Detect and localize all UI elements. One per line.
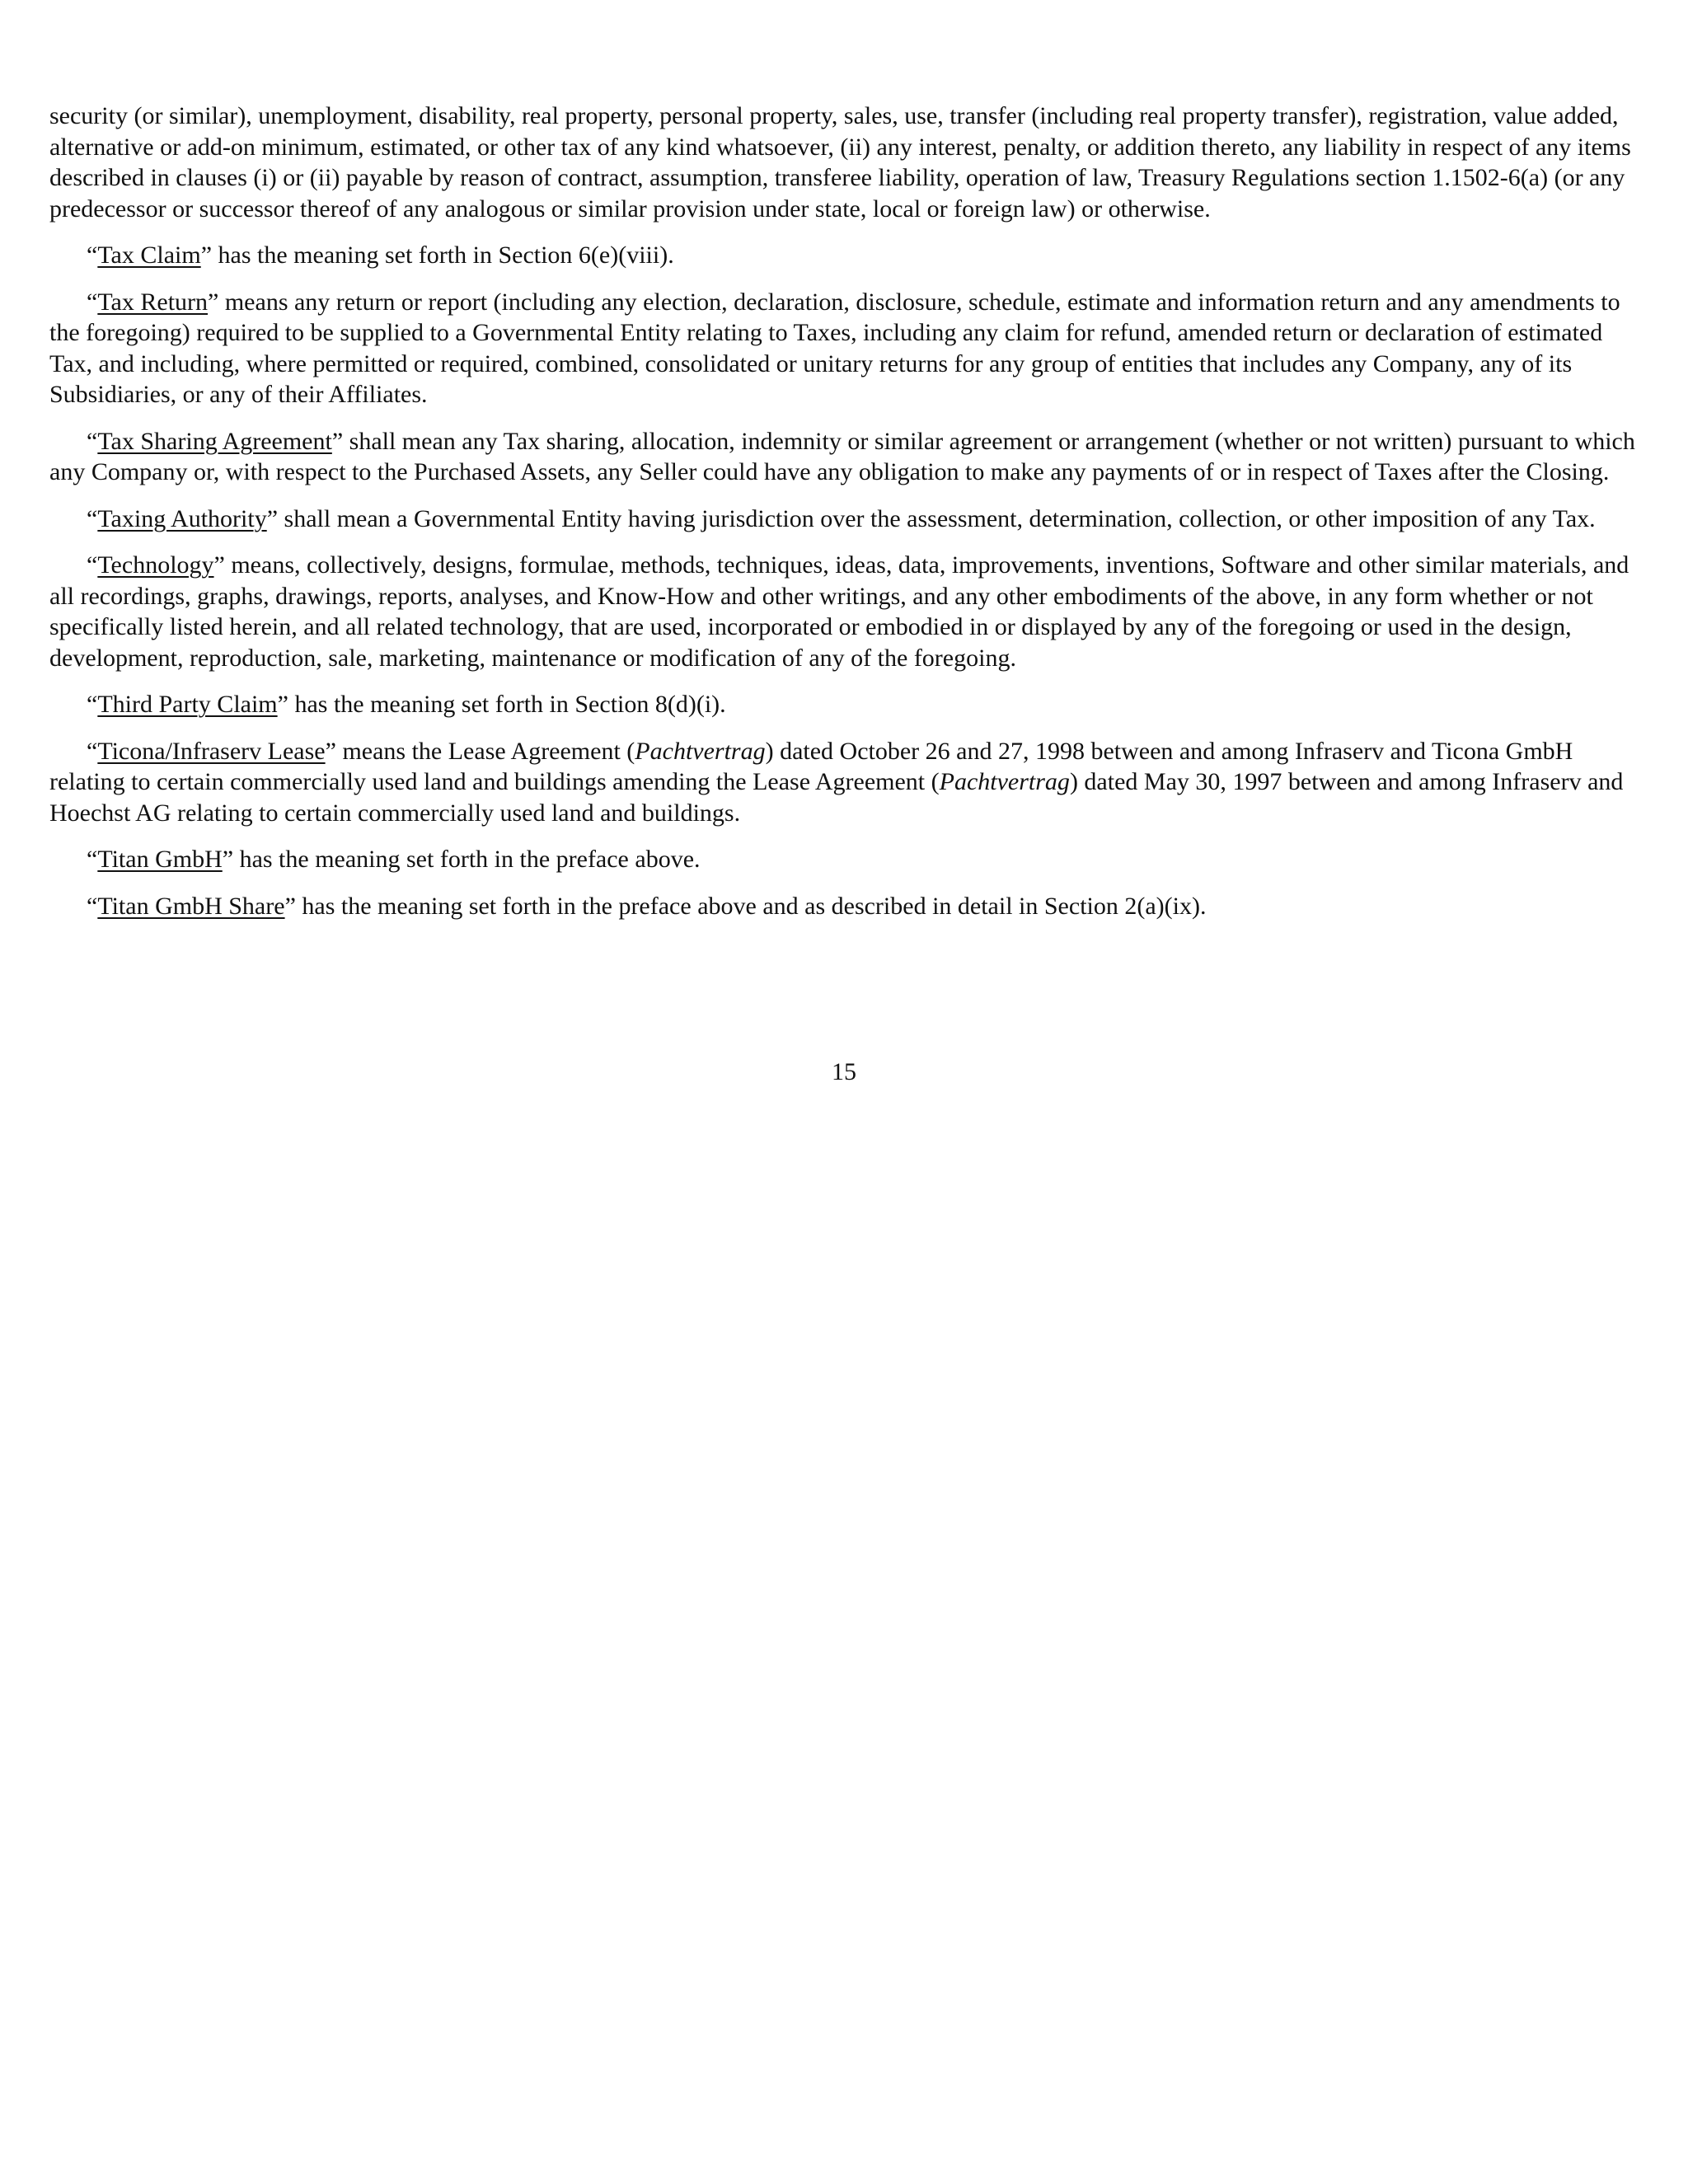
- open-quote: “: [87, 288, 98, 316]
- definition-tax-claim: [49, 240, 1640, 271]
- definition-text: ” means the Lease Agreement (: [325, 737, 635, 765]
- italic-term: Pachtvertrag: [939, 768, 1070, 795]
- definition-ticona-infraserv-lease: [49, 736, 1640, 829]
- open-quote: “: [87, 241, 98, 269]
- page-number: 15: [832, 1058, 856, 1085]
- open-quote: “: [87, 551, 98, 579]
- defined-term: Tax Return: [97, 288, 209, 316]
- defined-term: Tax Claim: [97, 241, 201, 269]
- definition-tax-sharing-agreement: [49, 426, 1640, 488]
- definition-text: ” has the meaning set forth in the preface above and as described in detail in Section 2(a)(ix).: [284, 892, 1207, 920]
- definition-taxing-authority: [49, 504, 1640, 535]
- definition-text: ” has the meaning set forth in the preface above.: [222, 846, 701, 873]
- defined-term: Tax Sharing Agreement: [97, 427, 332, 455]
- open-quote: “: [87, 691, 98, 718]
- italic-term: Pachtvertrag: [635, 737, 766, 765]
- document-page: [49, 101, 1640, 937]
- defined-term: Titan GmbH Share: [97, 892, 285, 920]
- defined-term: Technology: [97, 551, 214, 579]
- definition-technology: [49, 550, 1640, 673]
- defined-term: Third Party Claim: [97, 691, 278, 718]
- open-quote: “: [87, 504, 98, 532]
- definition-text: ” shall mean a Governmental Entity having jurisdiction over the assessment, determination, collection, or other imposition of any Tax.: [266, 504, 1596, 532]
- open-quote: “: [87, 737, 98, 765]
- definition-text: ” shall mean any Tax sharing, allocation, indemnity or similar agreement or arrangement (whether or not written) pursuant to which any Company or, with respect to the Purchased Assets, any Seller could have any obligation to make any payments of or in respect of Taxes after the Closing.: [49, 427, 1635, 485]
- open-quote: “: [87, 892, 98, 920]
- defined-term: Taxing Authority: [97, 504, 267, 532]
- definition-text: ” means any return or report (including any election, declaration, disclosure, schedule, estimate and information return and any amendments to the foregoing) required to be supplied to a Governmental Entity relating to Taxes, including any claim for refund, amended return or declaration of estimated Tax, and including, where permitted or required, combined, consolidated or unitary returns for any group of entities that includes any Company, any of its Subsidiaries, or any of their Affiliates.: [49, 288, 1620, 408]
- defined-term: Titan GmbH: [97, 846, 223, 873]
- defined-term: Ticona/Infraserv Lease: [97, 737, 326, 765]
- open-quote: “: [87, 846, 98, 873]
- definition-titan-gmbh-share: [49, 891, 1640, 922]
- definition-text: ) dated May 30, 1997 between and among Infraserv and Hoechst AG relating to certain commercially used land and buildings.: [49, 768, 1624, 827]
- open-quote: “: [87, 427, 98, 455]
- definition-text: ) dated October 26 and 27, 1998 between and among Infraserv and Ticona GmbH relating to certain commercially used land and buildings amending the Lease Agreement (: [49, 737, 1573, 795]
- definition-tax-return: [49, 287, 1640, 410]
- paragraph-continuation: security (or similar), unemployment, disability, real property, personal property, sales, use, transfer (including real property transfer), registration, value added, alternative or add-on minimum, estimated, or other tax of any kind whatsoever, (ii) any interest, penalty, or addition thereto, any liability in respect of any items described in clauses (i) or (ii) payable by reason of contract, assumption, transferee liability, operation of law, Treasury Regulations section 1.1502-6(a) (or any predecessor or successor thereof of any analogous or similar provision under state, local or foreign law) or otherwise.: [49, 102, 1631, 223]
- definition-text: ” has the meaning set forth in Section 6(e)(viii).: [200, 241, 674, 269]
- definition-third-party-claim: [49, 689, 1640, 720]
- definition-text: ” means, collectively, designs, formulae, methods, techniques, ideas, data, improvements, inventions, Software and other similar materials, and all recordings, graphs, drawings, reports, analyses, and Know-How and other writings, and any other embodiments of the above, in any form whether or not specifically listed herein, and all related technology, that are used, incorporated or embodied in or displayed by any of the foregoing or used in the design, development, reproduction, sale, marketing, maintenance or modification of any of the foregoing.: [49, 551, 1629, 672]
- definition-text: ” has the meaning set forth in Section 8(d)(i).: [277, 691, 726, 718]
- definition-titan-gmbh: [49, 844, 1640, 875]
